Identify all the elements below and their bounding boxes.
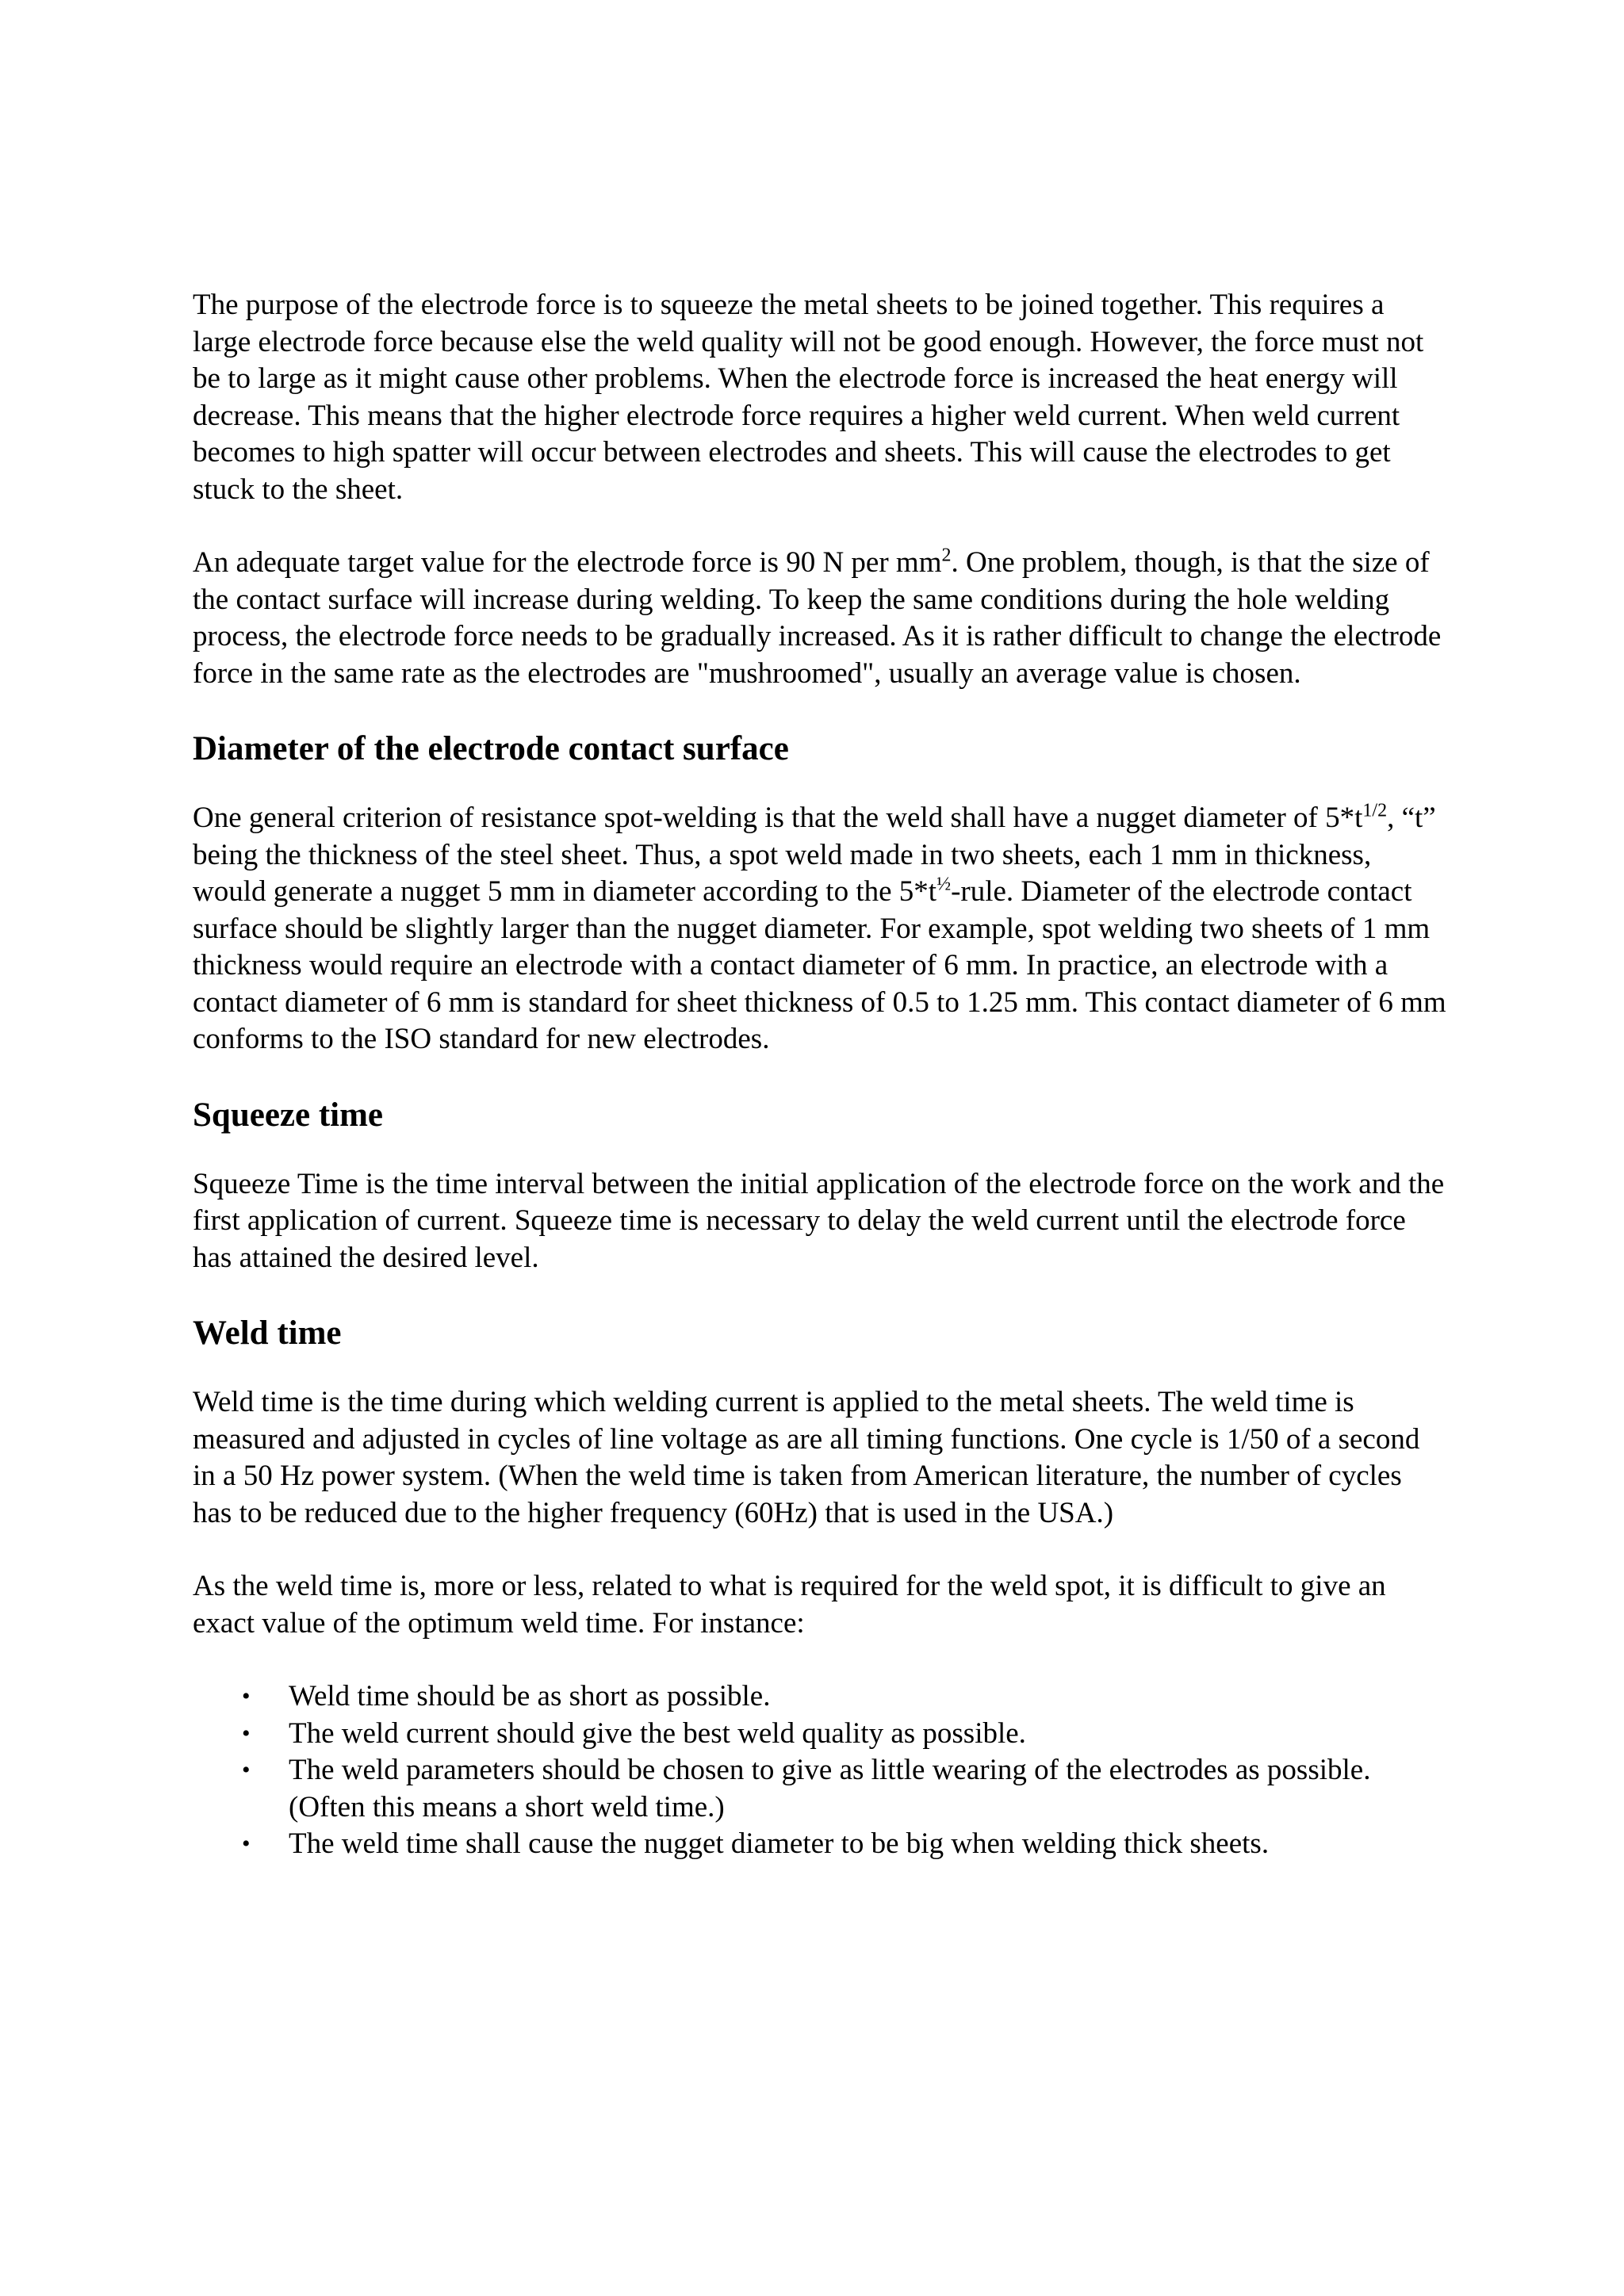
list-item <box>193 1716 1447 1753</box>
superscript: ½ <box>936 874 952 895</box>
section-heading-squeeze-time: Squeeze time <box>193 1096 384 1134</box>
bullet-icon: • <box>242 1831 251 1857</box>
text-segment: , “t” being the thickness of the steel sheet. Thus, a spot weld made in two sheets, each 1 mm in thickness, would generate a nugget 5 mm in diameter according to the 5*t <box>193 802 1436 908</box>
list-item-text: The weld current should give the best weld quality as possible. <box>289 1716 1026 1750</box>
list-item-text: The weld time shall cause the nugget diameter to be big when welding thick sheets. <box>289 1827 1270 1860</box>
list-item <box>193 1752 1447 1826</box>
paragraph-weld-time-optimum: As the weld time is, more or less, related to what is required for the weld spot, it is difficult to give an exact value of the optimum weld time. For instance: <box>193 1570 1386 1640</box>
list-item <box>193 1678 1447 1716</box>
paragraph-electrode-force-target <box>193 545 1447 692</box>
superscript: 1/2 <box>1362 800 1388 821</box>
bullet-icon: • <box>242 1757 251 1783</box>
section-heading-diameter: Diameter of the electrode contact surface <box>193 730 789 767</box>
paragraph-electrode-force-purpose: The purpose of the electrode force is to squeeze the metal sheets to be joined together. This requires a large electrode force because else the weld quality will not be good enough. However, the force must not be to large as it might cause other problems. When the electrode force is increased the heat energy will decrease. This means that the higher electrode force requires a higher weld current. When weld current becomes to high spatter will occur between electrodes and sheets. This will cause the electrodes to get stuck to the sheet. <box>193 289 1424 506</box>
weld-time-bullet-list <box>193 1678 1447 1863</box>
list-item-text: Weld time should be as short as possible. <box>289 1680 771 1712</box>
text-segment: -rule. Diameter of the electrode contact surface should be slightly larger than the nugget diameter. For example, spot welding two sheets of 1 mm thickness would require an electrode with a contact diameter of 6 mm. In practice, an electrode with a contact diameter of 6 mm is standard for sheet thickness of 0.5 to 1.25 mm. This contact diameter of 6 mm conforms to the ISO standard for new electrodes. <box>193 875 1446 1055</box>
bullet-icon: • <box>242 1683 251 1709</box>
text-segment: . One problem, though, is that the size of the contact surface will increase during welding. To keep the same conditions during the hole welding process, the electrode force needs to be gradually increased. As it is rather difficult to change the electrode force in the same rate as the electrodes are "mushroomed", usually an average value is chosen. <box>193 546 1442 690</box>
document-page <box>193 287 1447 1863</box>
paragraph-diameter <box>193 800 1447 1058</box>
list-item <box>193 1826 1447 1863</box>
bullet-icon: • <box>242 1720 251 1747</box>
section-heading-weld-time: Weld time <box>193 1314 342 1352</box>
superscript: 2 <box>941 545 952 566</box>
text-segment: One general criterion of resistance spot-welding is that the weld shall have a nugget diameter of 5*t <box>193 802 1363 834</box>
text-segment: An adequate target value for the electrode force is 90 N per mm <box>193 546 942 579</box>
list-item-text: The weld parameters should be chosen to give as little wearing of the electrodes as possible. (Often this means a short weld time.) <box>289 1754 1371 1823</box>
paragraph-weld-time-definition: Weld time is the time during which welding current is applied to the metal sheets. The weld time is measured and adjusted in cycles of line voltage as are all timing functions. One cycle is 1/50 of a second in a 50 Hz power system. (When the weld time is taken from American literature, the number of cycles has to be reduced due to the higher frequency (60Hz) that is used in the USA.) <box>193 1386 1420 1529</box>
paragraph-squeeze-time: Squeeze Time is the time interval between the initial application of the electrode force on the work and the first application of current. Squeeze time is necessary to delay the weld current until the electrode force has attained the desired level. <box>193 1167 1445 1274</box>
